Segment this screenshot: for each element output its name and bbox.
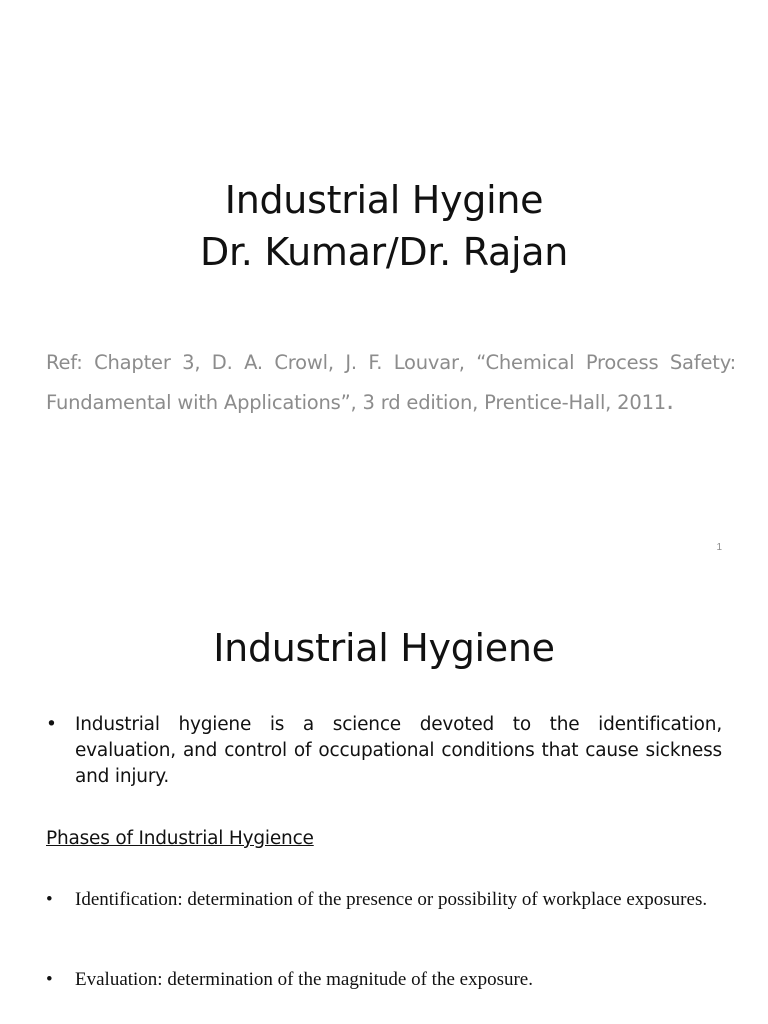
bullet-icon: • (46, 889, 53, 910)
reference-citation (46, 344, 736, 422)
bullet-icon: • (46, 714, 57, 735)
reference-line-2 (46, 382, 736, 422)
slide-2-title: Industrial Hygiene (213, 626, 555, 670)
slide-1-title (0, 174, 768, 278)
reference-line-2-text: Fundamental with Applications”, 3 rd edition, Prentice-Hall, 2011 (46, 391, 666, 414)
phase-bullet-evaluation (46, 968, 722, 991)
definition-bullet (46, 712, 722, 790)
page-number: 1 (716, 542, 722, 553)
phase-text: Identification: determination of the presence or possibility of workplace exposures. (75, 889, 708, 910)
phase-text: Evaluation: determination of the magnitude of the exposure. (75, 969, 533, 990)
phases-heading: Phases of Industrial Hygience (46, 828, 314, 849)
reference-end: . (666, 386, 675, 416)
title-line-1: Industrial Hygine (224, 178, 544, 222)
bullet-icon: • (46, 969, 53, 990)
definition-text: Industrial hygiene is a science devoted to the identification, evaluation, and control of occupational conditions that cause sickness and injury. (75, 714, 722, 787)
phase-bullet-identification (46, 888, 722, 911)
reference-line-1: Ref: Chapter 3, D. A. Crowl, J. F. Louvar, “Chemical Process Safety: (46, 351, 736, 374)
title-line-2: Dr. Kumar/Dr. Rajan (199, 230, 569, 274)
